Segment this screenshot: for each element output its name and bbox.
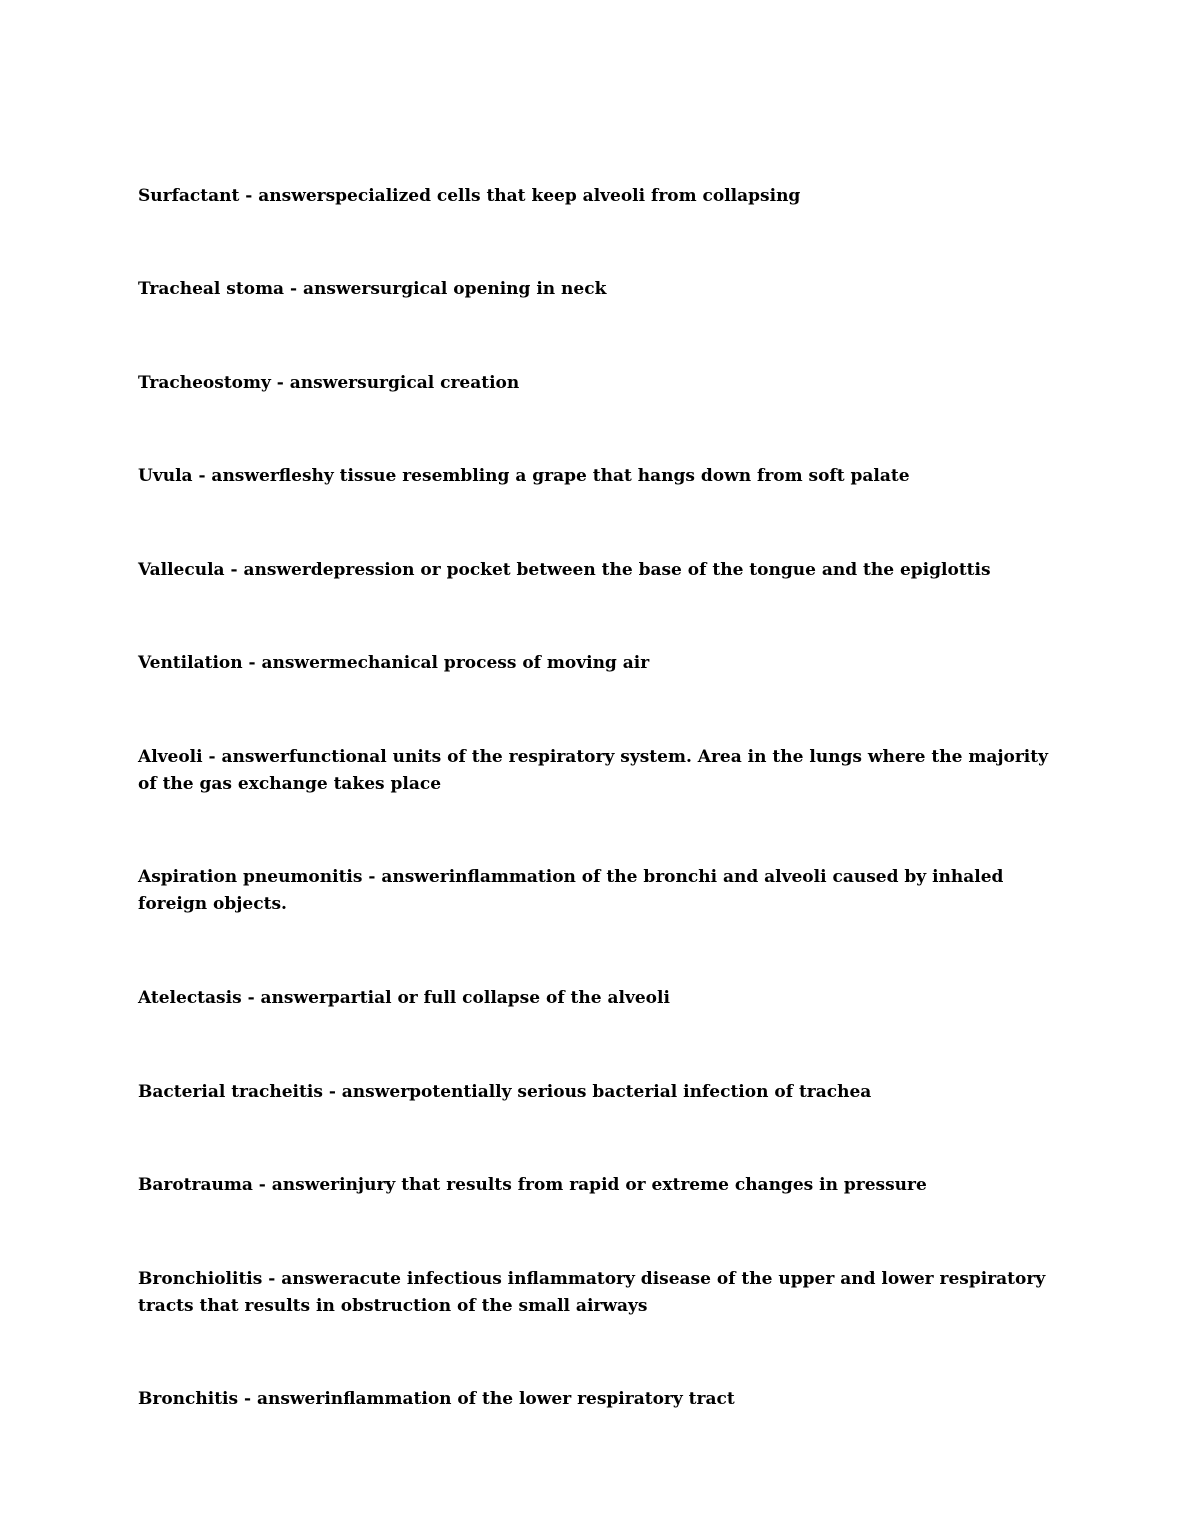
entry-bacterial-tracheitis: Bacterial tracheitis - answerpotentially serious bacterial infection of trachea — [138, 1082, 872, 1102]
entry-uvula: Uvula - answerfleshy tissue resembling a grape that hangs down from soft palate — [138, 466, 910, 486]
entry-surfactant: Surfactant - answerspecialized cells that keep alveoli from collapsing — [138, 186, 801, 206]
entry-aspiration-pneumonitis: Aspiration pneumonitis - answerinflammation of the bronchi and alveoli caused by inhaled foreign objects. — [138, 867, 1004, 914]
entry-barotrauma: Barotrauma - answerinjury that results from rapid or extreme changes in pressure — [138, 1175, 927, 1195]
entry-bronchiolitis: Bronchiolitis - answeracute infectious inflammatory disease of the upper and lower respiratory tracts that results in obstruction of the small airways — [138, 1269, 1046, 1316]
entry-tracheal-stoma: Tracheal stoma - answersurgical opening in neck — [138, 279, 607, 299]
entry-alveoli: Alveoli - answerfunctional units of the respiratory system. Area in the lungs where the majority of the gas exchange takes place — [138, 747, 1048, 794]
entry-atelectasis: Atelectasis - answerpartial or full collapse of the alveoli — [138, 988, 670, 1008]
entry-ventilation: Ventilation - answermechanical process of moving air — [138, 653, 650, 673]
entry-vallecula: Vallecula - answerdepression or pocket between the base of the tongue and the epiglottis — [138, 560, 991, 580]
entry-tracheostomy: Tracheostomy - answersurgical creation — [138, 373, 520, 393]
entry-bronchitis: Bronchitis - answerinflammation of the lower respiratory tract — [138, 1389, 735, 1409]
